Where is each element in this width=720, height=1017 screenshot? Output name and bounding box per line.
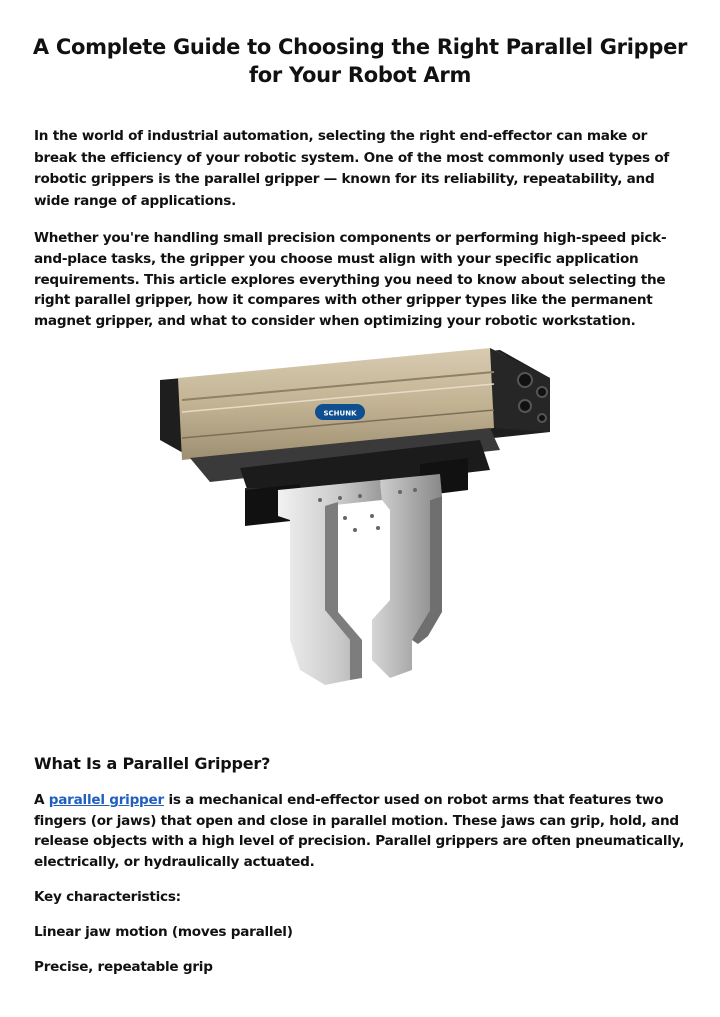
brand-label: SCHUNK bbox=[323, 409, 357, 418]
parallel-gripper-image bbox=[150, 340, 570, 690]
intro-paragraph-1: In the world of industrial automation, selecting the right end-effector can make or break the efficiency of your robotic system. One of the most commonly used types of robotic grippers is the parallel gripper — known for its reliability, repeatability, and wide range of applications. bbox=[34, 128, 670, 209]
body-suffix: is a mechanical end-effector used on robot arms that features two fingers (or jaws) that open and close in parallel motion. These jaws can grip, hold, and release objects with a high level of precision. Parallel grippers are often pneumatically, electrically, or hydraulically actuated. bbox=[34, 792, 685, 870]
section-heading: What Is a Parallel Gripper? bbox=[34, 754, 271, 773]
article-title: A Complete Guide to Choosing the Right Parallel Gripper for Your Robot Arm bbox=[32, 35, 688, 87]
parallel-gripper-link[interactable]: parallel gripper bbox=[48, 792, 164, 808]
key-characteristics-label: Key characteristics: bbox=[34, 889, 181, 905]
characteristic-item: Precise, repeatable grip bbox=[34, 959, 213, 975]
characteristic-item: Linear jaw motion (moves parallel) bbox=[34, 924, 293, 940]
section-body bbox=[34, 790, 690, 872]
body-prefix: A bbox=[34, 792, 49, 808]
intro-paragraph-2: Whether you're handling small precision components or performing high-speed pick-and-place tasks, the gripper you choose must align with your specific application requirements. This article explores everything you need to know about selecting the right parallel gripper, how it compares with other gripper types like the permanent magnet gripper, and what to consider when optimizing your robotic workstation. bbox=[34, 230, 667, 330]
